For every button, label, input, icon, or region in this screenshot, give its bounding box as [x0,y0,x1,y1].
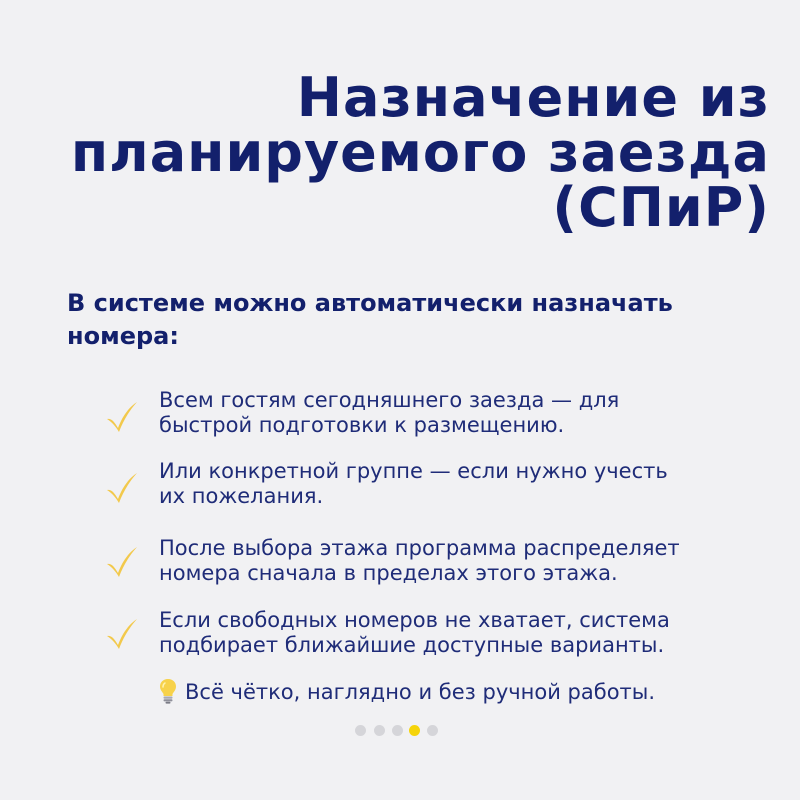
pagination-dot[interactable] [355,725,366,736]
list-item-text [159,388,779,438]
title-line-3: (СПиР) [552,176,770,239]
list-item-text [159,459,779,509]
lightbulb-icon [159,678,177,704]
list-item-line-1: После выбора этажа программа распределяет [159,536,680,560]
intro-line-1: В системе можно автоматически назначать [67,289,673,317]
check-icon [104,616,140,652]
list-item-text [159,536,779,586]
pagination-dot[interactable] [427,725,438,736]
list-item-line-1: Если свободных номеров не хватает, система [159,608,670,632]
list-item-line-2: их пожелания. [159,484,324,508]
title-line-2: планируемого заезда [70,121,770,184]
check-icon [104,544,140,580]
list-item-line-1: Или конкретной группе — если нужно учесть [159,459,668,483]
list-item-line-2: номера сначала в пределах этого этажа. [159,561,618,585]
list-item-line-2: быстрой подготовки к размещению. [159,413,565,437]
check-icon [104,470,140,506]
summary-note [159,678,779,708]
list-item-line-2: подбирает ближайшие доступные варианты. [159,633,665,657]
pagination-dot-active[interactable] [409,725,420,736]
pagination-dot[interactable] [374,725,385,736]
summary-note-text: Всё чётко, наглядно и без ручной работы. [185,680,656,704]
intro-line-2: номера: [67,322,179,350]
check-icon [104,399,140,435]
title-line-1: Назначение из [296,66,770,129]
pagination-dot[interactable] [392,725,403,736]
list-item-text [159,608,779,658]
list-item-line-1: Всем гостям сегодняшнего заезда — для [159,388,620,412]
